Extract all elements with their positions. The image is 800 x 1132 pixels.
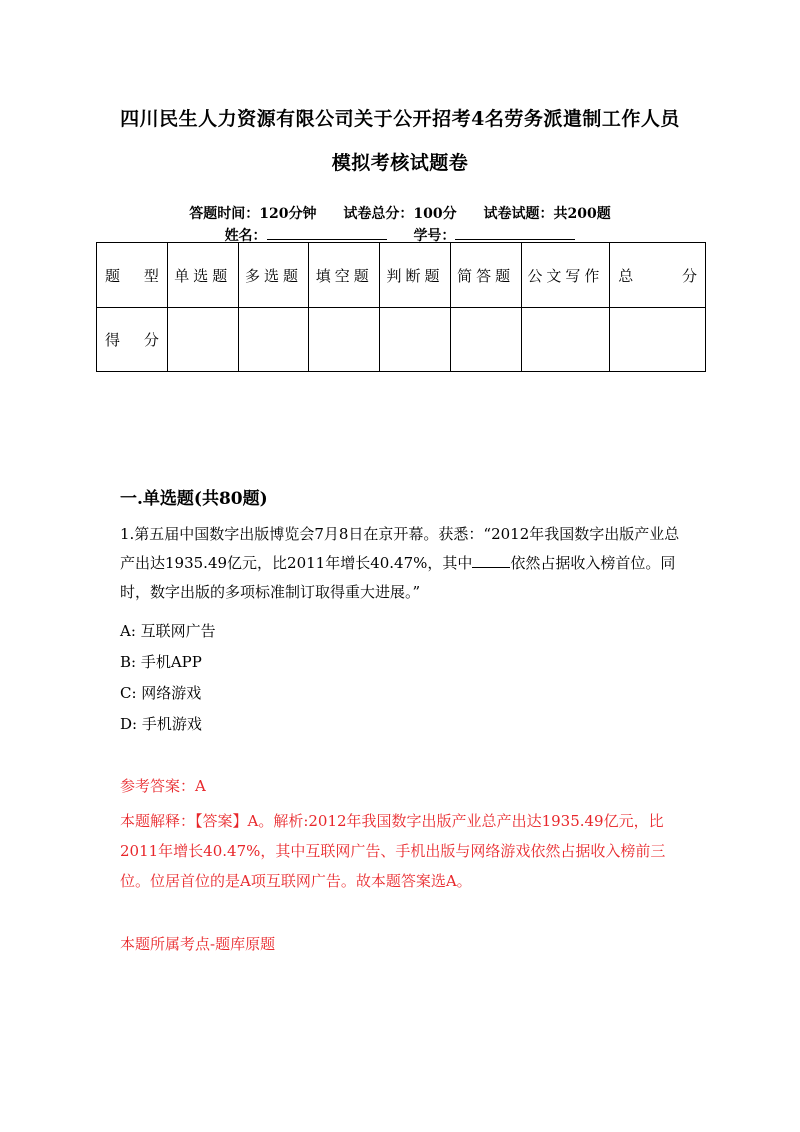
row-label-type-b: 型 [143, 266, 159, 285]
option-a: A: 互联网广告 [120, 622, 216, 640]
score-cell-fill-blank [309, 308, 380, 372]
option-d: D: 手机游戏 [120, 715, 202, 733]
score-cell-short-answer [450, 308, 521, 372]
score-table [96, 242, 706, 372]
answer-explanation: 本题解释：【答案】A。解析:2012年我国数字出版产业总产出达1935.49亿元，比2011年增长40.47%，其中互联网广告、手机出版与网络游戏依然占据收入榜前三位。位居首位的是A项互联网广告。故本题答案选A。 [120, 812, 666, 890]
score-cell-multi-choice [238, 308, 309, 372]
header-short-answer: 简答题 [450, 243, 521, 308]
id-label: 学号： [413, 228, 456, 244]
exam-meta-row [0, 203, 800, 223]
option-b: B: 手机APP [120, 653, 202, 671]
header-single-choice: 单选题 [167, 243, 238, 308]
question-text-before: 1.第五届中国数字出版博览会7月8日在京开幕。获悉：“2012年我国数字出版产业总产出达1935.49亿元，比2011年增长40.47%，其中 [120, 525, 680, 572]
exam-time: 答题时间：120分钟 [189, 206, 317, 222]
header-total-a: 总 [618, 266, 634, 285]
row-label-type-a: 题 [105, 266, 121, 285]
header-total-b: 分 [681, 266, 697, 285]
id-blank [455, 227, 575, 240]
option-c: C: 网络游戏 [120, 684, 202, 702]
header-total [610, 243, 706, 308]
page-title-line-1: 四川民生人力资源有限公司关于公开招考4名劳务派遣制工作人员 [120, 108, 680, 130]
row-label-score-b: 分 [143, 331, 159, 349]
score-cell-single-choice [167, 308, 238, 372]
question-text-after: 依然占据收入榜首位。同时，数字出版的多项标准制订取得重大进展。” [120, 554, 676, 601]
section-title: 一.单选题(共80题) [120, 489, 268, 509]
score-cell-total [610, 308, 706, 372]
header-official-writing: 公文写作 [521, 243, 610, 308]
question-stem [120, 520, 690, 607]
name-blank [267, 227, 387, 240]
score-table-header-row [97, 243, 706, 308]
name-label: 姓名： [224, 228, 267, 244]
reference-answer: 参考答案：A [120, 777, 206, 795]
score-cell-official-writing [521, 308, 610, 372]
header-fill-blank: 填空题 [309, 243, 380, 308]
row-label-type [97, 243, 168, 308]
score-table-score-row [97, 308, 706, 372]
page-title-line-2: 模拟考核试题卷 [331, 152, 469, 174]
row-label-score-a: 得 [105, 331, 121, 349]
header-multi-choice: 多选题 [238, 243, 309, 308]
score-cell-true-false [380, 308, 451, 372]
row-label-score [97, 308, 168, 372]
exam-total-score: 试卷总分：100分 [343, 206, 457, 222]
header-true-false: 判断题 [380, 243, 451, 308]
exam-question-count: 试卷试题：共200题 [483, 206, 611, 222]
knowledge-point: 本题所属考点-题库原题 [120, 935, 276, 953]
answer-blank [472, 553, 510, 568]
